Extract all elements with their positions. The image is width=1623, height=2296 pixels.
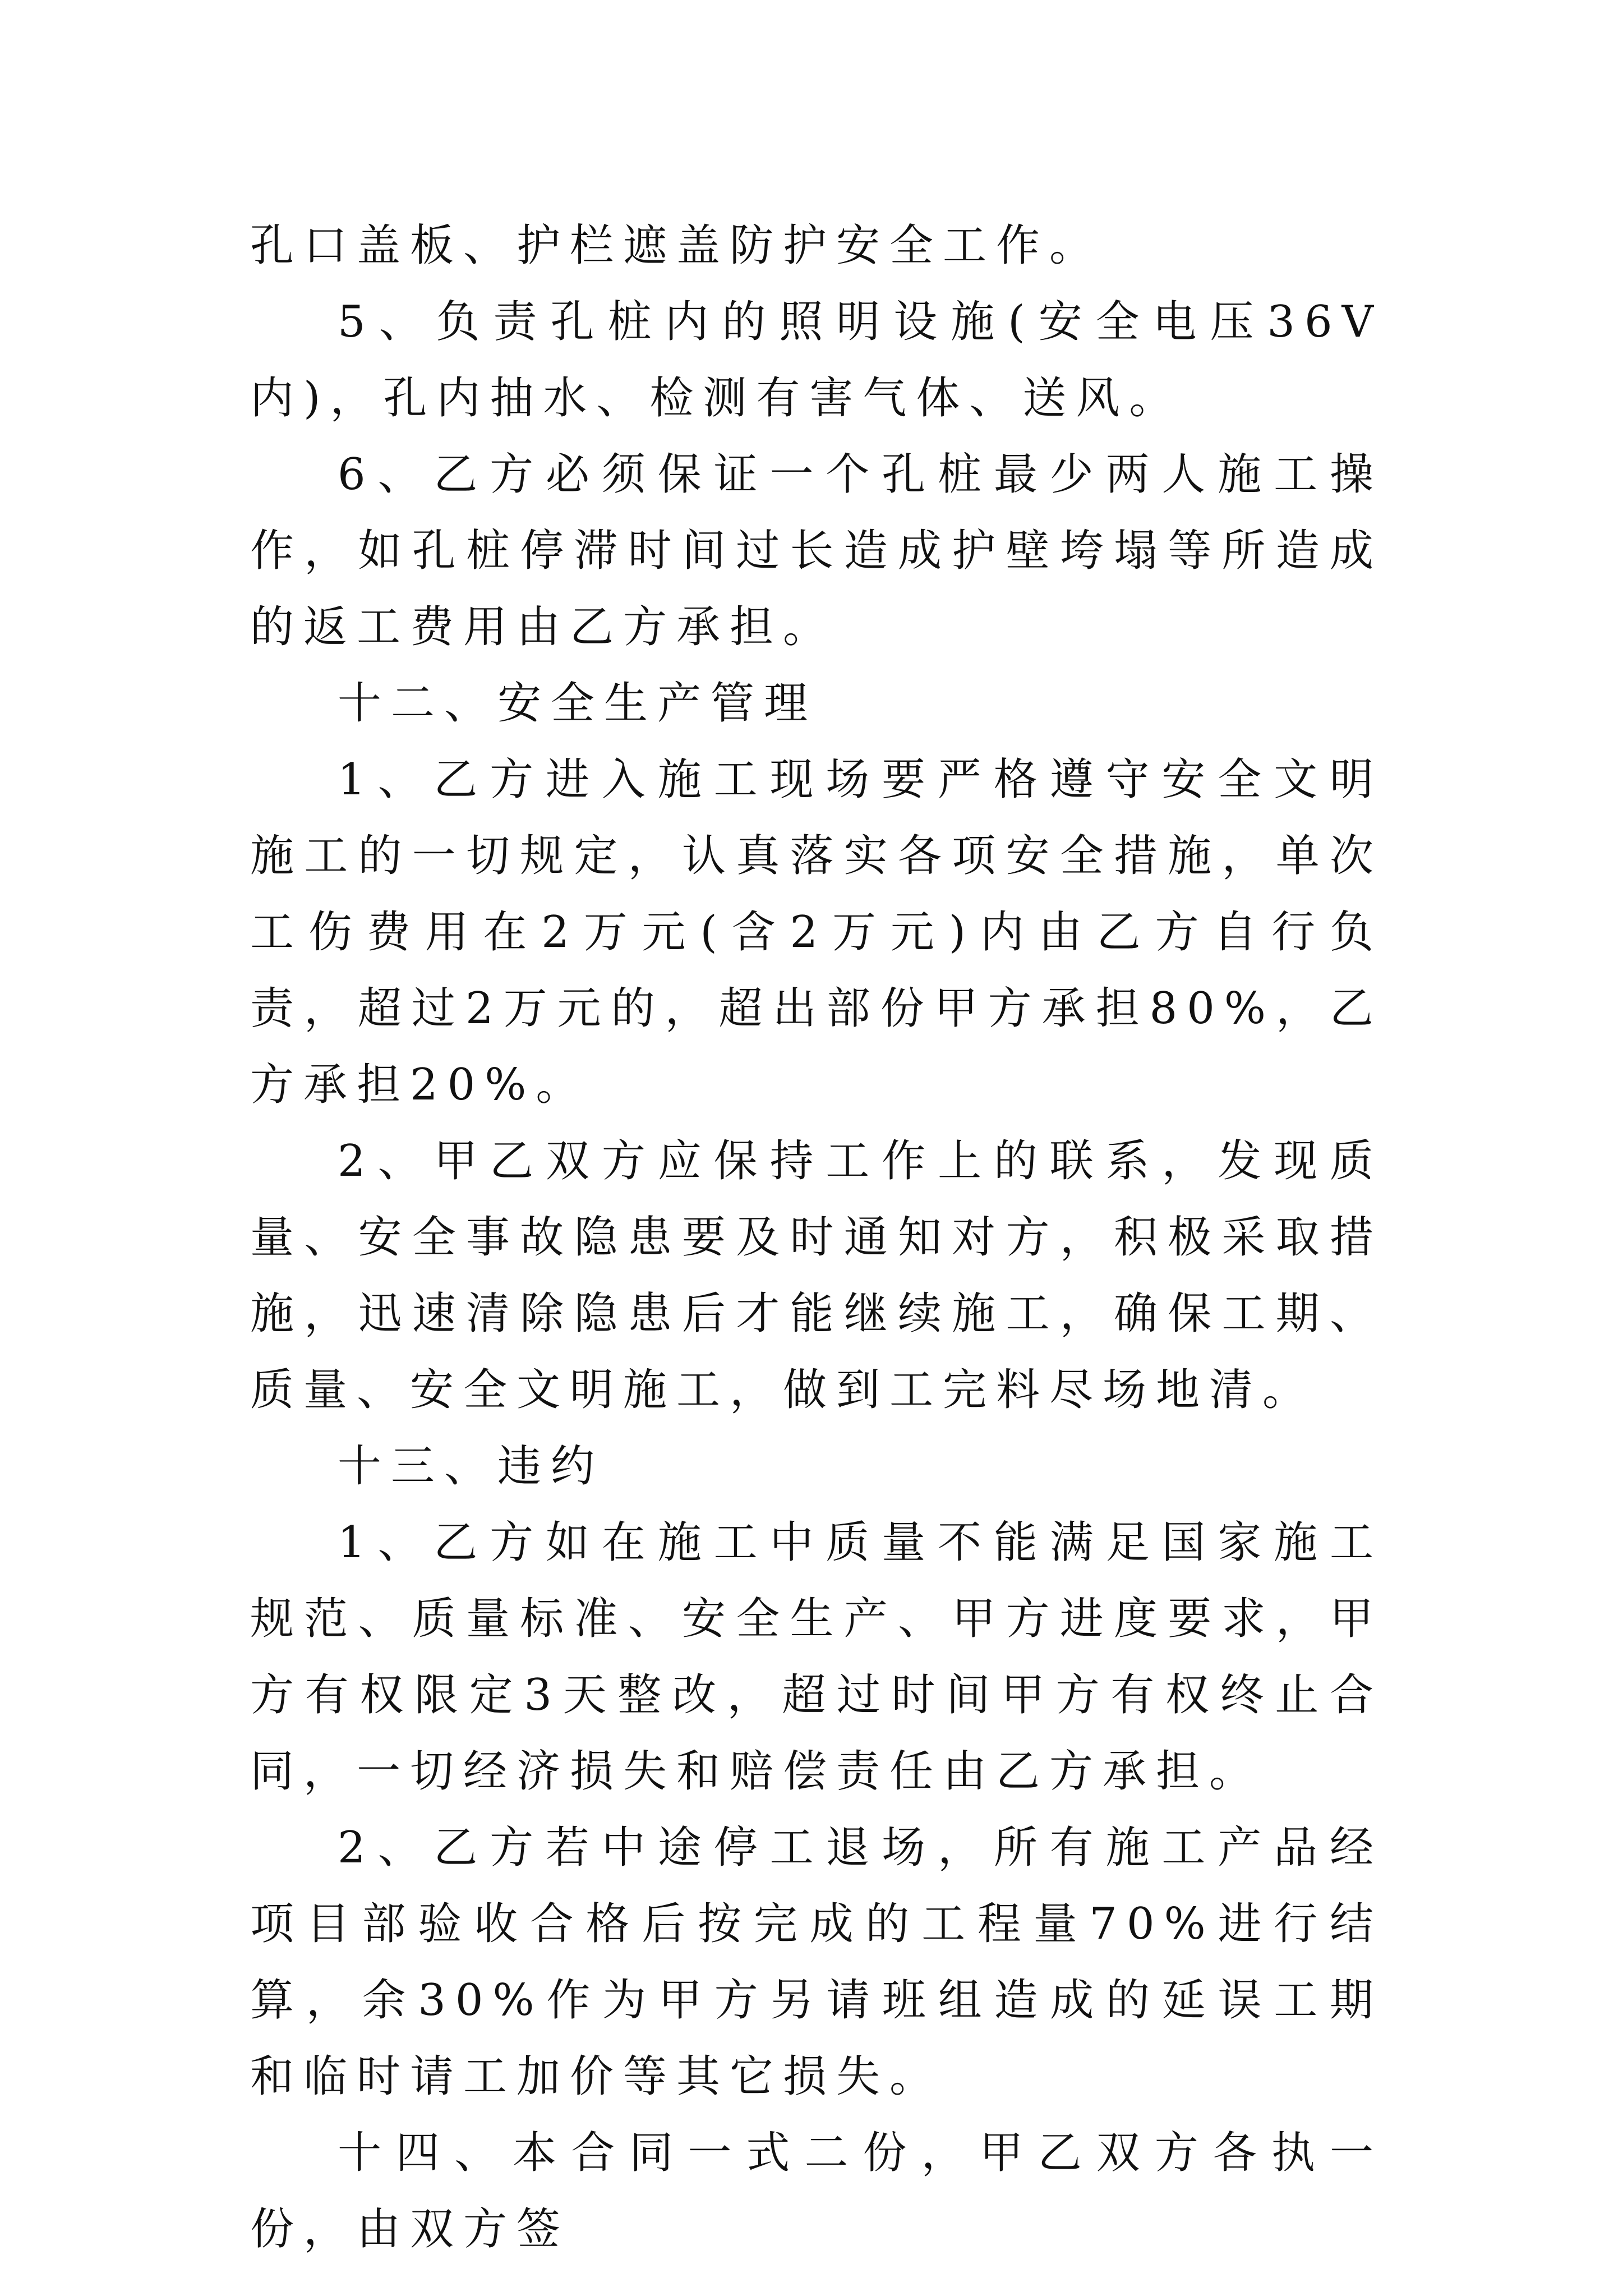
paragraph-continuation: 孔口盖板、护栏遮盖防护安全工作。 (250, 220, 1103, 271)
paragraph-12-clause-1: 1、乙方进入施工现场要严格遵守安全文明施工的一切规定，认真落实各项安全措施，单次工伤费用在2万元(含2万元)内由乙方自行负责，超过2万元的，超出部份甲方承担80%，乙方承担20%。 (250, 754, 1383, 1110)
section-heading-14: 十四、本合同一式二份，甲乙双方各执一份，由双方签 (250, 2128, 1383, 2254)
section-heading-12: 十二、安全生产管理 (338, 678, 818, 729)
section-heading-13: 十三、违约 (338, 1441, 605, 1492)
paragraph-13-clause-1: 1、乙方如在施工中质量不能满足国家施工规范、质量标准、安全生产、甲方进度要求，甲方有权限定3天整改，超过时间甲方有权终止合同，一切经济损失和赔偿责任由乙方承担。 (250, 1517, 1383, 1797)
paragraph-clause-5: 5、负责孔桩内的照明设施(安全电压36V内)，孔内抽水、检测有害气体、送风。 (250, 297, 1383, 424)
paragraph-13-clause-2: 2、乙方若中途停工退场，所有施工产品经项目部验收合格后按完成的工程量70%进行结算，余30%作为甲方另请班组造成的延误工期和临时请工加价等其它损失。 (250, 1823, 1383, 2102)
paragraph-clause-6: 6、乙方必须保证一个孔桩最少两人施工操作，如孔桩停滞时间过长造成护壁垮塌等所造成的返工费用由乙方承担。 (250, 449, 1383, 652)
document-body (250, 208, 1383, 2267)
paragraph-12-clause-2: 2、甲乙双方应保持工作上的联系，发现质量、安全事故隐患要及时通知对方，积极采取措施，迅速清除隐患后才能继续施工，确保工期、质量、安全文明施工，做到工完料尽场地清。 (250, 1136, 1383, 1415)
